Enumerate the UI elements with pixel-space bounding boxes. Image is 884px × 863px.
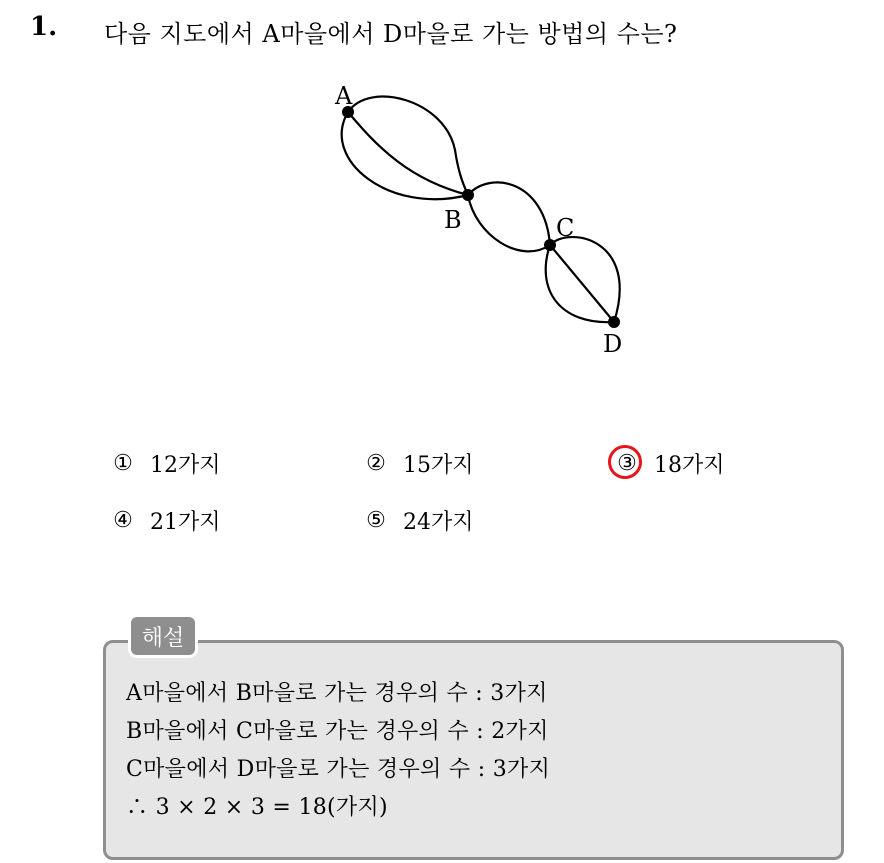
road-b-c-lower — [468, 195, 550, 251]
choice-1-text: 12가지 — [150, 452, 221, 478]
road-b-c-upper — [468, 182, 550, 245]
choice-2-text: 15가지 — [403, 452, 474, 478]
choice-5[interactable] — [363, 503, 474, 537]
road-c-d-upper — [550, 237, 620, 322]
choice-5-text: 24가지 — [403, 509, 474, 535]
road-a-b-straight — [348, 112, 468, 195]
choice-4[interactable] — [110, 503, 221, 537]
village-a-label: A — [335, 82, 353, 110]
solution-line-4: ∴ 3 × 2 × 3 = 18(가지) — [126, 795, 388, 820]
solution-line-1: A마을에서 B마을로 가는 경우의 수 : 3가지 — [126, 681, 548, 706]
village-c-dot — [544, 239, 556, 251]
question-text: 다음 지도에서 A마을에서 D마을로 가는 방법의 수는? — [104, 20, 678, 48]
solution-tab-label: 해설 — [128, 614, 198, 658]
choice-1-mark: ① — [113, 450, 133, 476]
solution-line-2: B마을에서 C마을로 가는 경우의 수 : 2가지 — [126, 719, 549, 744]
village-b-dot — [462, 189, 474, 201]
choice-4-text: 21가지 — [150, 509, 221, 535]
choice-2[interactable] — [363, 446, 474, 480]
choice-4-mark: ④ — [113, 507, 133, 533]
choice-3-mark: ③ — [617, 450, 637, 476]
question-number: 1. — [30, 12, 58, 42]
village-b-label: B — [444, 206, 462, 234]
road-c-d-straight — [550, 245, 614, 322]
solution-line-3: C마을에서 D마을로 가는 경우의 수 : 3가지 — [126, 757, 551, 782]
choice-3[interactable] — [614, 446, 725, 480]
choice-2-mark: ② — [366, 450, 386, 476]
road-a-b-upper — [348, 97, 468, 195]
solution-box — [103, 640, 844, 860]
village-d-label: D — [603, 330, 623, 358]
village-c-label: C — [556, 214, 575, 242]
choice-1[interactable] — [110, 446, 221, 480]
village-d-dot — [608, 316, 620, 328]
choice-3-text: 18가지 — [654, 452, 725, 478]
choice-5-mark: ⑤ — [366, 507, 386, 533]
